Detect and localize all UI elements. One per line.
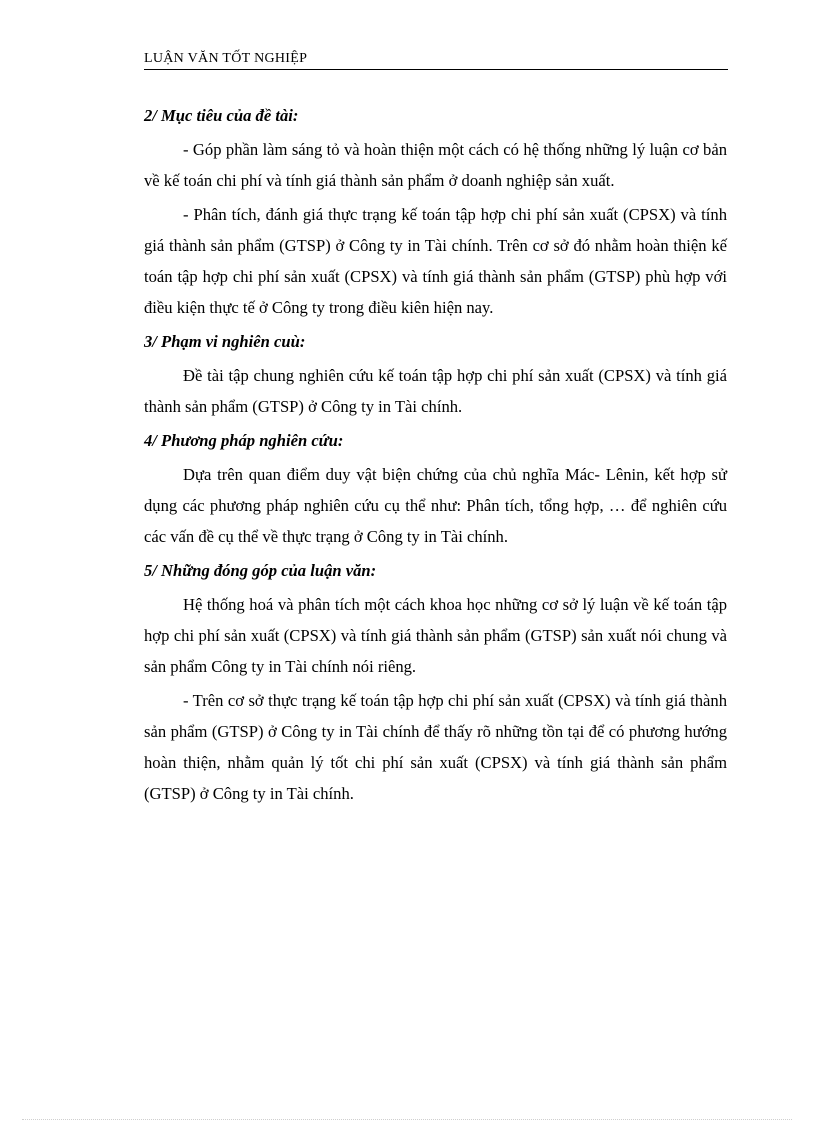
section-objectives xyxy=(144,100,727,323)
page-header: LUẬN VĂN TỐT NGHIỆP xyxy=(144,50,728,70)
paragraph: - Trên cơ sở thực trạng kế toán tập hợp chi phí sản xuất (CPSX) và tính giá thành sản phẩm (GTSP) ở Công ty in Tài chính để thấy rõ những tồn tại để có phương hướng hoàn thiện, nhằm quản lý tốt chi phí sản xuất (CPSX) và tính giá thành sản phẩm (GTSP) ở Công ty in Tài chính. xyxy=(144,691,727,803)
paragraph: Đề tài tập chung nghiên cứu kế toán tập hợp chi phí sản xuất (CPSX) và tính giá thành sản phẩm (GTSP) ở Công ty in Tài chính. xyxy=(144,366,727,416)
paragraph: - Phân tích, đánh giá thực trạng kế toán tập hợp chi phí sản xuất (CPSX) và tính giá thành sản phẩm (GTSP) ở Công ty in Tài chính. Trên cơ sở đó nhằm hoàn thiện kế toán tập hợp chi phí sản xuất (CPSX) và tính giá thành sản phẩm (GTSP) phù hợp với điều kiện thực tế ở Công ty trong điều kiên hiện nay. xyxy=(144,205,727,317)
section-contributions xyxy=(144,555,727,809)
section-heading: 5/ Những đóng góp của luận văn: xyxy=(144,561,377,580)
section-methods xyxy=(144,425,727,552)
section-heading: 4/ Phương pháp nghiên cứu: xyxy=(144,431,344,450)
section-heading: 2/ Mục tiêu của đề tài: xyxy=(144,106,299,125)
document-body xyxy=(144,100,727,812)
paragraph: Dựa trên quan điểm duy vật biện chứng của chủ nghĩa Mác- Lênin, kết hợp sử dụng các phương pháp nghiên cứu cụ thể như: Phân tích, tổng hợp, … để nghiên cứu các vấn đề cụ thể về thực trạng ở Công ty in Tài chính. xyxy=(144,465,727,546)
paragraph: Hệ thống hoá và phân tích một cách khoa học những cơ sở lý luận về kế toán tập hợp chi phí sản xuất (CPSX) và tính giá thành sản phẩm (GTSP) sản xuất nói chung và sản phẩm Công ty in Tài chính nói riêng. xyxy=(144,595,727,676)
page-bottom-divider xyxy=(22,1119,792,1120)
section-heading: 3/ Phạm vi nghiên cuù: xyxy=(144,332,306,351)
paragraph: - Góp phần làm sáng tỏ và hoàn thiện một cách có hệ thống những lý luận cơ bản về kế toán chi phí và tính giá thành sản phẩm ở doanh nghiệp sản xuất. xyxy=(144,140,727,190)
section-scope xyxy=(144,326,727,422)
